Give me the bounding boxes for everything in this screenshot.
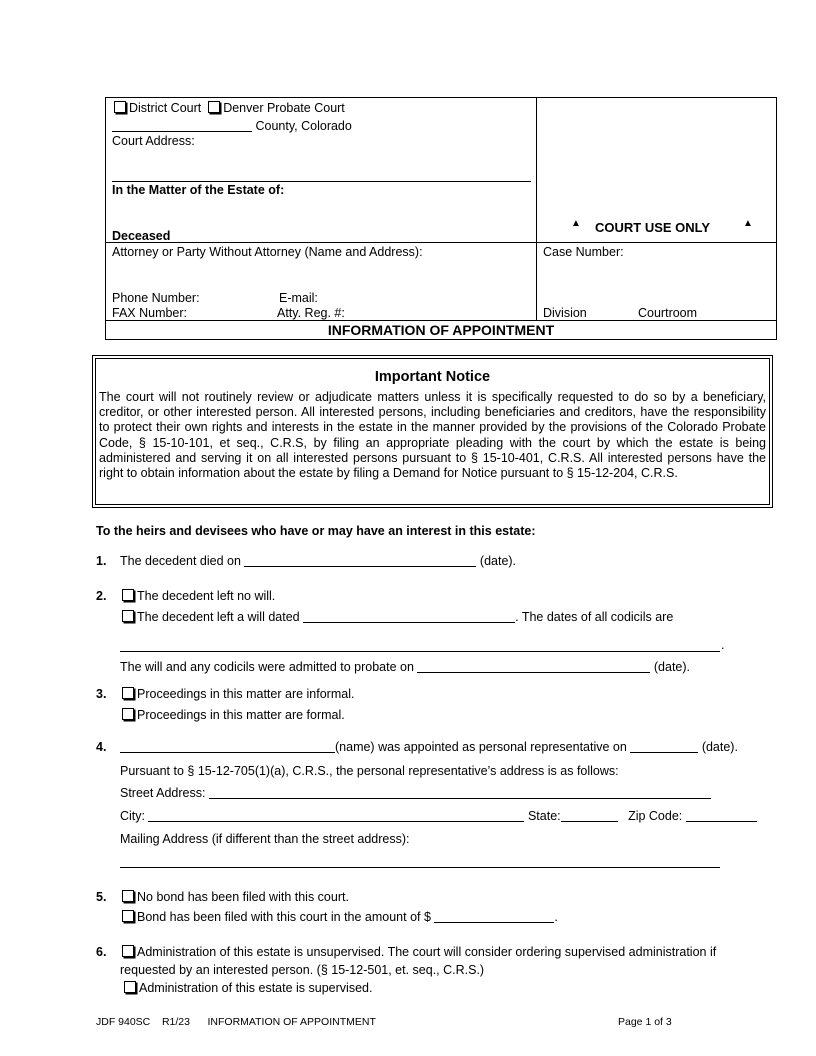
zip-field[interactable] [686,809,757,822]
item-number: 2. [96,589,107,603]
street-label: Street Address: [120,786,206,800]
formal-label: Proceedings in this matter are formal. [137,708,345,722]
item-1 [120,554,516,568]
district-court-label: District Court [129,101,202,115]
footer [96,1016,376,1028]
county-field[interactable] [112,119,252,132]
item-4 [120,740,738,754]
court-use-only-label: COURT USE ONLY [595,220,711,235]
pursuant-label: Pursuant to § 15-12-705(1)(a), C.R.S., the personal representative’s address is as follows: [120,764,619,778]
appointment-date-field[interactable] [630,740,698,753]
street-line [120,786,711,800]
county-line [112,119,352,133]
state-label: State: [527,809,561,823]
unsupervised-option [122,945,716,959]
deceased-label: Deceased [112,229,171,243]
courtroom-label: Courtroom [638,306,698,320]
district-court-checkbox[interactable] [114,101,126,113]
denver-probate-checkbox[interactable] [208,101,220,113]
estate-of-label: In the Matter of the Estate of: [112,183,285,197]
formal-checkbox[interactable] [122,708,134,720]
unsupervised-checkbox[interactable] [122,945,134,957]
city-label: City: [120,809,145,823]
street-field[interactable] [209,786,711,799]
mailing-field[interactable] [120,867,720,868]
period: . [554,910,558,924]
attorney-label: Attorney or Party Without Attorney (Name and Address): [112,245,423,259]
supervised-label: Administration of this estate is supervised. [139,981,373,995]
will-date-field[interactable] [303,610,515,623]
atty-reg-label: Atty. Reg. #: [277,306,345,320]
date-label: (date). [653,660,691,674]
state-field[interactable] [561,809,618,822]
period: . [721,638,725,652]
date-of-death-field[interactable] [244,554,476,567]
unsupervised-label: Administration of this estate is unsupervised. The court will consider ordering supervised administration if [137,945,717,959]
no-bond-option [122,890,349,904]
date-label: (date). [701,740,738,754]
city-line [120,809,757,823]
court-selection [114,101,345,115]
appointed-label: (name) was appointed as personal representative on [335,740,627,754]
notice-title: Important Notice [374,369,491,385]
supervised-option [124,981,372,995]
notice-body: The court will not routinely review or adjudicate matters unless it is specifically requested to do so by a beneficiary, creditor, or other interested person. All interested persons, including beneficiaries and creditors, have the responsibility to protect their own rights and interests in the estate in the manner provided by the provisions of the Colorado Probate Code, § 15-10-101, et seq., C.R.S, by filing an appropriate pleading with the court by which the estate is being administered and serving it on all interested persons pursuant to § 15-10-401, C.R.S. All interested persons have the right to obtain information about the estate by filing a Demand for Notice pursuant to § 15-12-204, C.R.S. [99,390,766,481]
caption-row-divider [105,242,777,243]
item-number: 4. [96,740,107,754]
footer-title: INFORMATION OF APPOINTMENT [207,1016,376,1028]
page-number: Page 1 of 3 [618,1016,672,1028]
mailing-label: Mailing Address (if different than the street address): [120,832,410,846]
caption-box [105,97,777,340]
no-bond-label: No bond has been filed with this court. [137,890,349,904]
codicil-dates-field[interactable] [120,651,720,652]
intro-heading: To the heirs and devisees who have or may have an interest in this estate: [96,524,536,538]
caption-divider [536,97,537,320]
probate-date-field[interactable] [417,660,650,673]
form-title: INFORMATION OF APPOINTMENT [327,322,555,338]
caption-title-divider [105,320,777,321]
codicils-label: . The dates of all codicils are [515,610,674,624]
no-bond-checkbox[interactable] [122,890,134,902]
will-checkbox[interactable] [122,610,134,622]
form-revision: R1/23 [161,1016,190,1028]
county-label: County, Colorado [255,119,352,133]
fax-label: FAX Number: [112,306,188,320]
will-option [122,610,673,624]
informal-checkbox[interactable] [122,687,134,699]
unsupervised-label-cont: requested by an interested person. (§ 15-12-501, et. seq., C.R.S.) [120,963,485,977]
informal-label: Proceedings in this matter are informal. [137,687,355,701]
court-address-label: Court Address: [112,134,195,148]
supervised-checkbox[interactable] [124,981,136,993]
formal-option [122,708,345,722]
phone-label: Phone Number: [112,291,200,305]
denver-probate-label: Denver Probate Court [223,101,345,115]
will-dated-label: The decedent left a will dated [137,610,300,624]
up-arrow-icon: ▲ [743,218,753,229]
zip-label: Zip Code: [628,809,683,823]
admitted-line [120,660,690,674]
bond-label: Bond has been filed with this court in the amount of $ [137,910,431,924]
item-number: 3. [96,687,107,701]
form-id: JDF 940SC [96,1016,151,1028]
pr-name-field[interactable] [120,740,335,753]
date-label: (date). [479,554,517,568]
bond-option [122,910,558,924]
case-number-label: Case Number: [543,245,624,259]
bond-checkbox[interactable] [122,910,134,922]
no-will-option [122,589,275,603]
admitted-label: The will and any codicils were admitted to probate on [120,660,414,674]
died-label: The decedent died on [120,554,241,568]
item-number: 5. [96,890,107,904]
bond-amount-field[interactable] [434,910,554,923]
no-will-label: The decedent left no will. [137,589,276,603]
up-arrow-icon: ▲ [571,218,581,229]
important-notice-box [92,355,773,508]
email-label: E-mail: [279,291,318,305]
item-number: 6. [96,945,107,959]
city-field[interactable] [148,809,524,822]
no-will-checkbox[interactable] [122,589,134,601]
item-number: 1. [96,554,107,568]
division-label: Division [543,306,587,320]
informal-option [122,687,354,701]
court-address-field[interactable] [112,181,531,182]
